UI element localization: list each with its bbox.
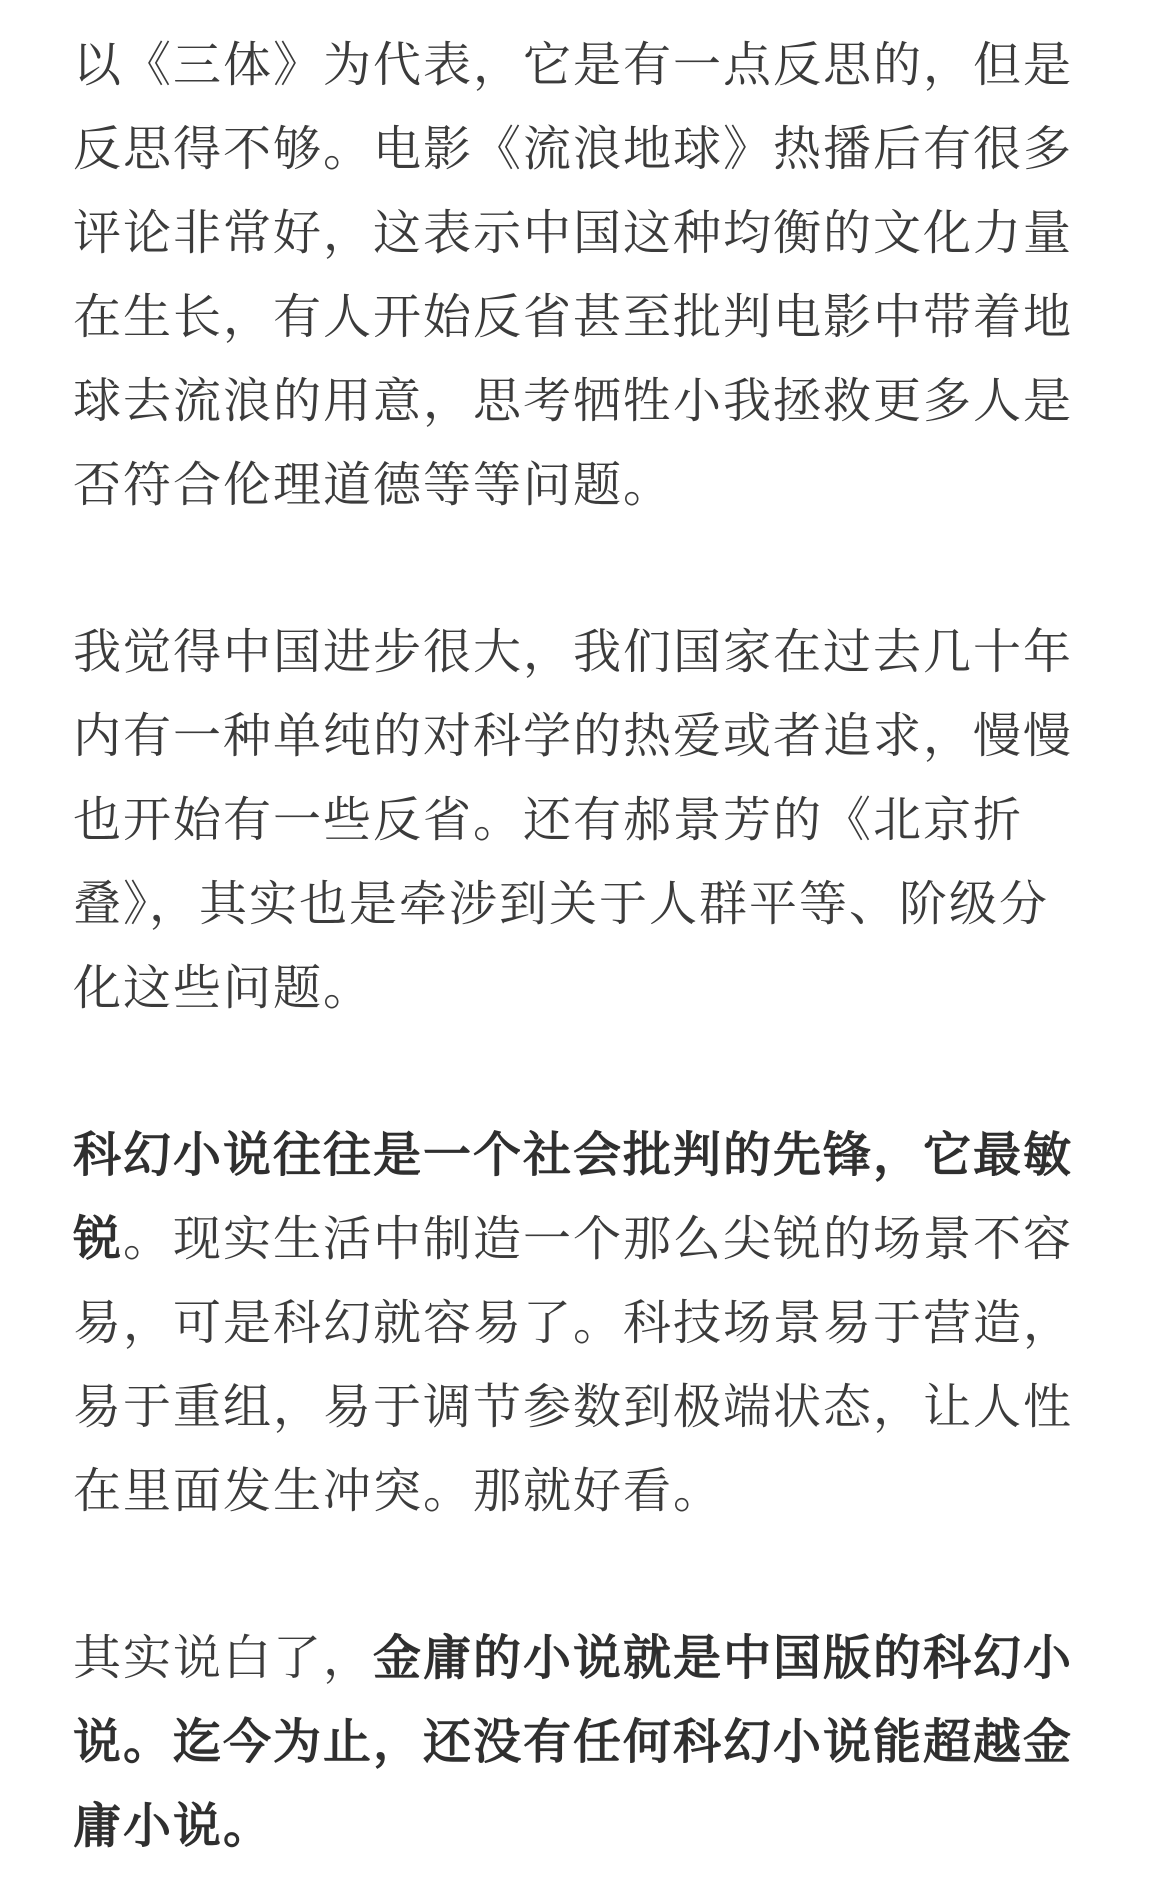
paragraph-scifi-critique bbox=[73, 1113, 1097, 1533]
paragraph-jin-yong bbox=[73, 1616, 1097, 1868]
bold-emphasis-text: 科幻小说往往是一个社会批判的先锋，它最敏锐 bbox=[73, 1127, 1074, 1267]
article-body bbox=[73, 23, 1097, 1868]
paragraph-text: 以《三体》为代表，它是有一点反思的，但是反思得不够。电影《流浪地球》热播后有很多评论非常好，这表示中国这种均衡的文化力量在生长，有人开始反省甚至批判电影中带着地球去流浪的用意，思考牺牲小我拯救更多人是否符合伦理道德等等问题。 bbox=[73, 37, 1074, 513]
bold-emphasis-text: 金庸的小说就是中国版的科幻小说。迄今为止，还没有任何科幻小说能超越金庸小说。 bbox=[73, 1630, 1074, 1854]
paragraph-santi-reflection bbox=[73, 23, 1097, 527]
paragraph-text: 其实说白了， bbox=[73, 1630, 374, 1686]
paragraph-china-progress bbox=[73, 610, 1097, 1030]
paragraph-text: 。现实生活中制造一个那么尖锐的场景不容易，可是科幻就容易了。科技场景易于营造，易于重组，易于调节参数到极端状态，让人性在里面发生冲突。那就好看。 bbox=[73, 1211, 1074, 1519]
paragraph-text: 我觉得中国进步很大，我们国家在过去几十年内有一种单纯的对科学的热爱或者追求，慢慢也开始有一些反省。还有郝景芳的《北京折叠》，其实也是牵涉到关于人群平等、阶级分化这些问题。 bbox=[73, 624, 1074, 1016]
